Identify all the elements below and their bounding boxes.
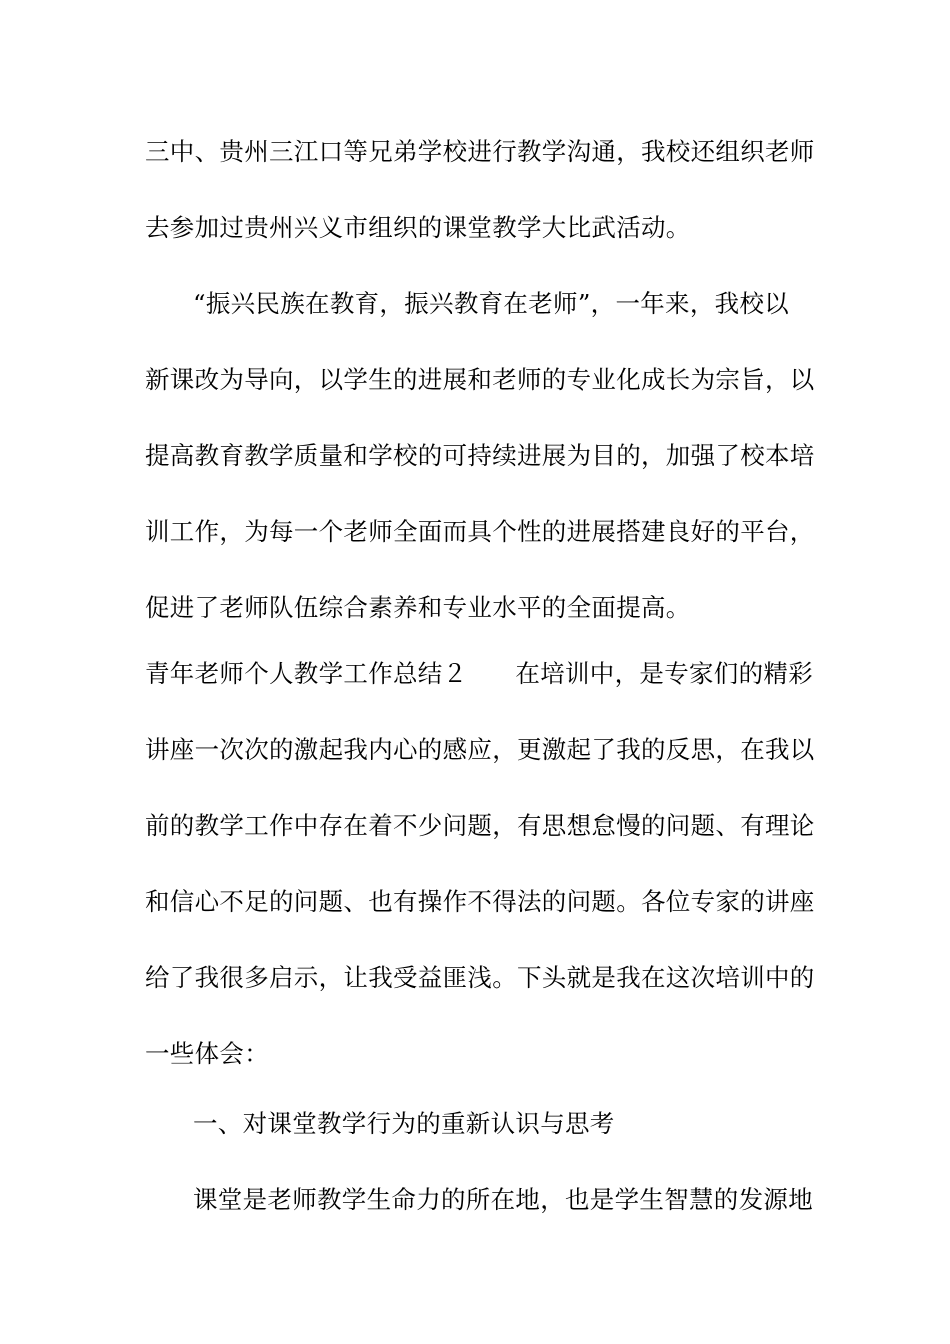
text-line-5: 提高教育教学质量和学校的可持续进展为目的，加强了校本培 — [145, 441, 815, 470]
text-line-9: 讲座一次次的激起我内心的感应，更激起了我的反思，在我以 — [145, 735, 815, 764]
subheading-line: 一、对课堂教学行为的重新认识与思考 — [193, 1109, 615, 1138]
text-line-10: 前的教学工作中存在着不少问题，有思想怠慢的问题、有理论 — [145, 811, 815, 840]
text-line-1: 三中、贵州三江口等兄弟学校进行教学沟通，我校还组织老师 — [145, 137, 815, 166]
text-line-13: 一些体会： — [145, 1039, 269, 1068]
text-line-7: 促进了老师队伍综合素养和专业水平的全面提高。 — [145, 593, 691, 622]
section-title: 青年老师个人教学工作总结２ — [145, 659, 468, 688]
text-line-2: 去参加过贵州兴义市组织的课堂教学大比武活动。 — [145, 213, 691, 242]
section-heading-line — [145, 658, 825, 690]
text-line-4: 新课改为导向，以学生的进展和老师的专业化成长为宗旨，以 — [145, 365, 815, 394]
section-intro-text: 在培训中，是专家们的精彩 — [515, 659, 814, 688]
text-line-12: 给了我很多启示，让我受益匪浅。下头就是我在这次培训中的 — [145, 963, 815, 992]
text-line-3: “振兴民族在教育，振兴教育在老师”，一年来，我校以 — [193, 289, 790, 318]
text-line-6: 训工作，为每一个老师全面而具个性的进展搭建良好的平台， — [145, 517, 815, 546]
text-line-15: 课堂是老师教学生命力的所在地，也是学生智慧的发源地 — [193, 1185, 813, 1214]
text-line-11: 和信心不足的问题、也有操作不得法的问题。各位专家的讲座 — [145, 887, 815, 916]
